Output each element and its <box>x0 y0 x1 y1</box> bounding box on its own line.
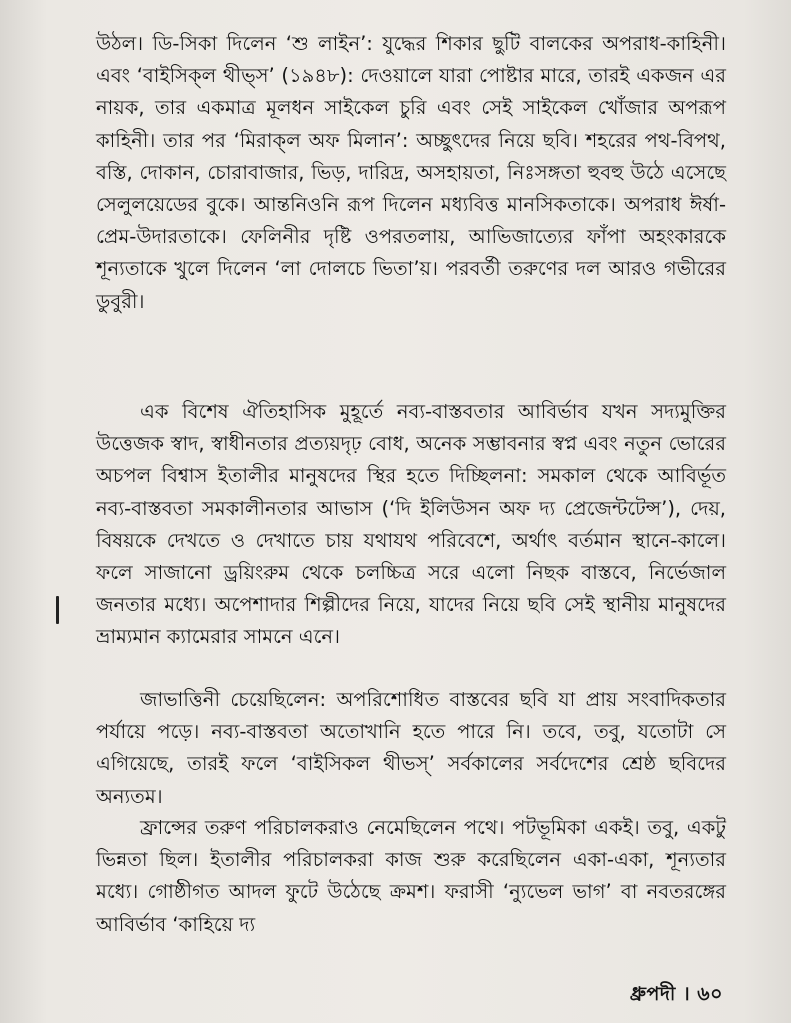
paragraph-4: ফ্রান্সের তরুণ পরিচালকরাও নেমেছিলেন পথে। পটভূমিকা একই। তবু, একটু ভিন্নতা ছিল। ইতালীর পরিচালকরা কাজ শুরু করেছিলেন একা-একা, শূন্যতার মধ্যে। গোষ্ঠীগত আদল ফুটে উঠেছে ক্রমশ। ফরাসী ‘ন্যুভেল ভাগ’ বা নবতরঙ্গের আবির্ভাব ‘কাহিয়ে দ্য <box>96 816 726 936</box>
page-footer: ধ্রুপদী । ৬০ <box>629 983 723 1005</box>
margin-pen-mark <box>56 596 59 624</box>
paragraph-3: জাভাত্তিনী চেয়েছিলেন: অপরিশোধিত বাস্তবের ছবি যা প্রায় সংবাদিকতার পর্যায়ে পড়ে। নব্য-বাস্তবতা অতোখানি হতে পারে নি। তবে, তবু, যতোটা সে এগিয়েছে, তারই ফলে ‘বাইসিকল থীভস্‌’ সর্বকালের সর্বদেশের শ্রেষ্ঠ ছবিদের অন্যতম। <box>96 688 726 808</box>
paragraph-2: এক বিশেষ ঐতিহাসিক মুহূর্তে নব্য-বাস্তবতার আবির্ভাব যখন সদ্যমুক্তির উত্তেজক স্বাদ, স্বাধীনতার প্রত্যয়দৃঢ় বোধ, অনেক সম্ভাবনার স্বপ্ন এবং নতুন ভোরের অচপল বিশ্বাস ইতালীর মানুষদের স্থির হতে দিচ্ছিলনা: সমকাল থেকে আবির্ভূত নব্য-বাস্তবতা সমকালীনতার আভাস (‘দি ইলিউসন অফ দ্য প্রেজেন্টটেন্স’), দেয়, বিষয়কে দেখতে ও দেখাতে চায় যথাযথ পরিবেশে, অর্থাৎ বর্তমান স্থানে-কালে। ফলে সাজানো ড্রয়িংরুম থেকে চলচ্চিত্র সরে এলো নিছক বাস্তবে, নির্ভেজাল জনতার মধ্যে। অপেশাদার শিল্পীদের নিয়ে, যাদের নিয়ে ছবি সেই স্থানীয় মানুষদের ভ্রাম্যমান ক্যামেরার সামনে এনে। <box>96 400 726 649</box>
paragraph-1: উঠল। ডি-সিকা দিলেন ‘শু লাইন’: যুদ্ধের শিকার ছুটি বালকের অপরাধ-কাহিনী। এবং ‘বাইসিক্‌ল থীভ্‌স’ (১৯৪৮): দেওয়ালে যারা পোষ্টার মারে, তারই একজন এর নায়ক, তার একমাত্র মূলধন সাইকেল চুরি এবং সেই সাইকেল খোঁজার অপরূপ কাহিনী। তার পর ‘মিরাক্‌ল অফ মিলান’: অচ্ছুৎদের নিয়ে ছবি। শহরের পথ-বিপথ, বস্তি, দোকান, চোরাবাজার, ভিড়, দারিদ্র, অসহায়তা, নিঃসঙ্গতা হুবহু উঠে এসেছে সেলুলয়েডের বুকে। আন্তনিওনি রূপ দিলেন মধ্যবিত্ত মানসিকতাকে। অপরাধ ঈর্ষা-প্রেম-উদারতাকে। ফেলিনীর দৃষ্টি ওপরতলায়, আভিজাত্যের ফাঁপা অহংকারকে শূন্যতাকে খুলে দিলেন ‘লা দোলচে ভিতা’য়। পরবর্তী তরুণের দল আরও গভীরের ডুবুরী। <box>96 32 726 313</box>
